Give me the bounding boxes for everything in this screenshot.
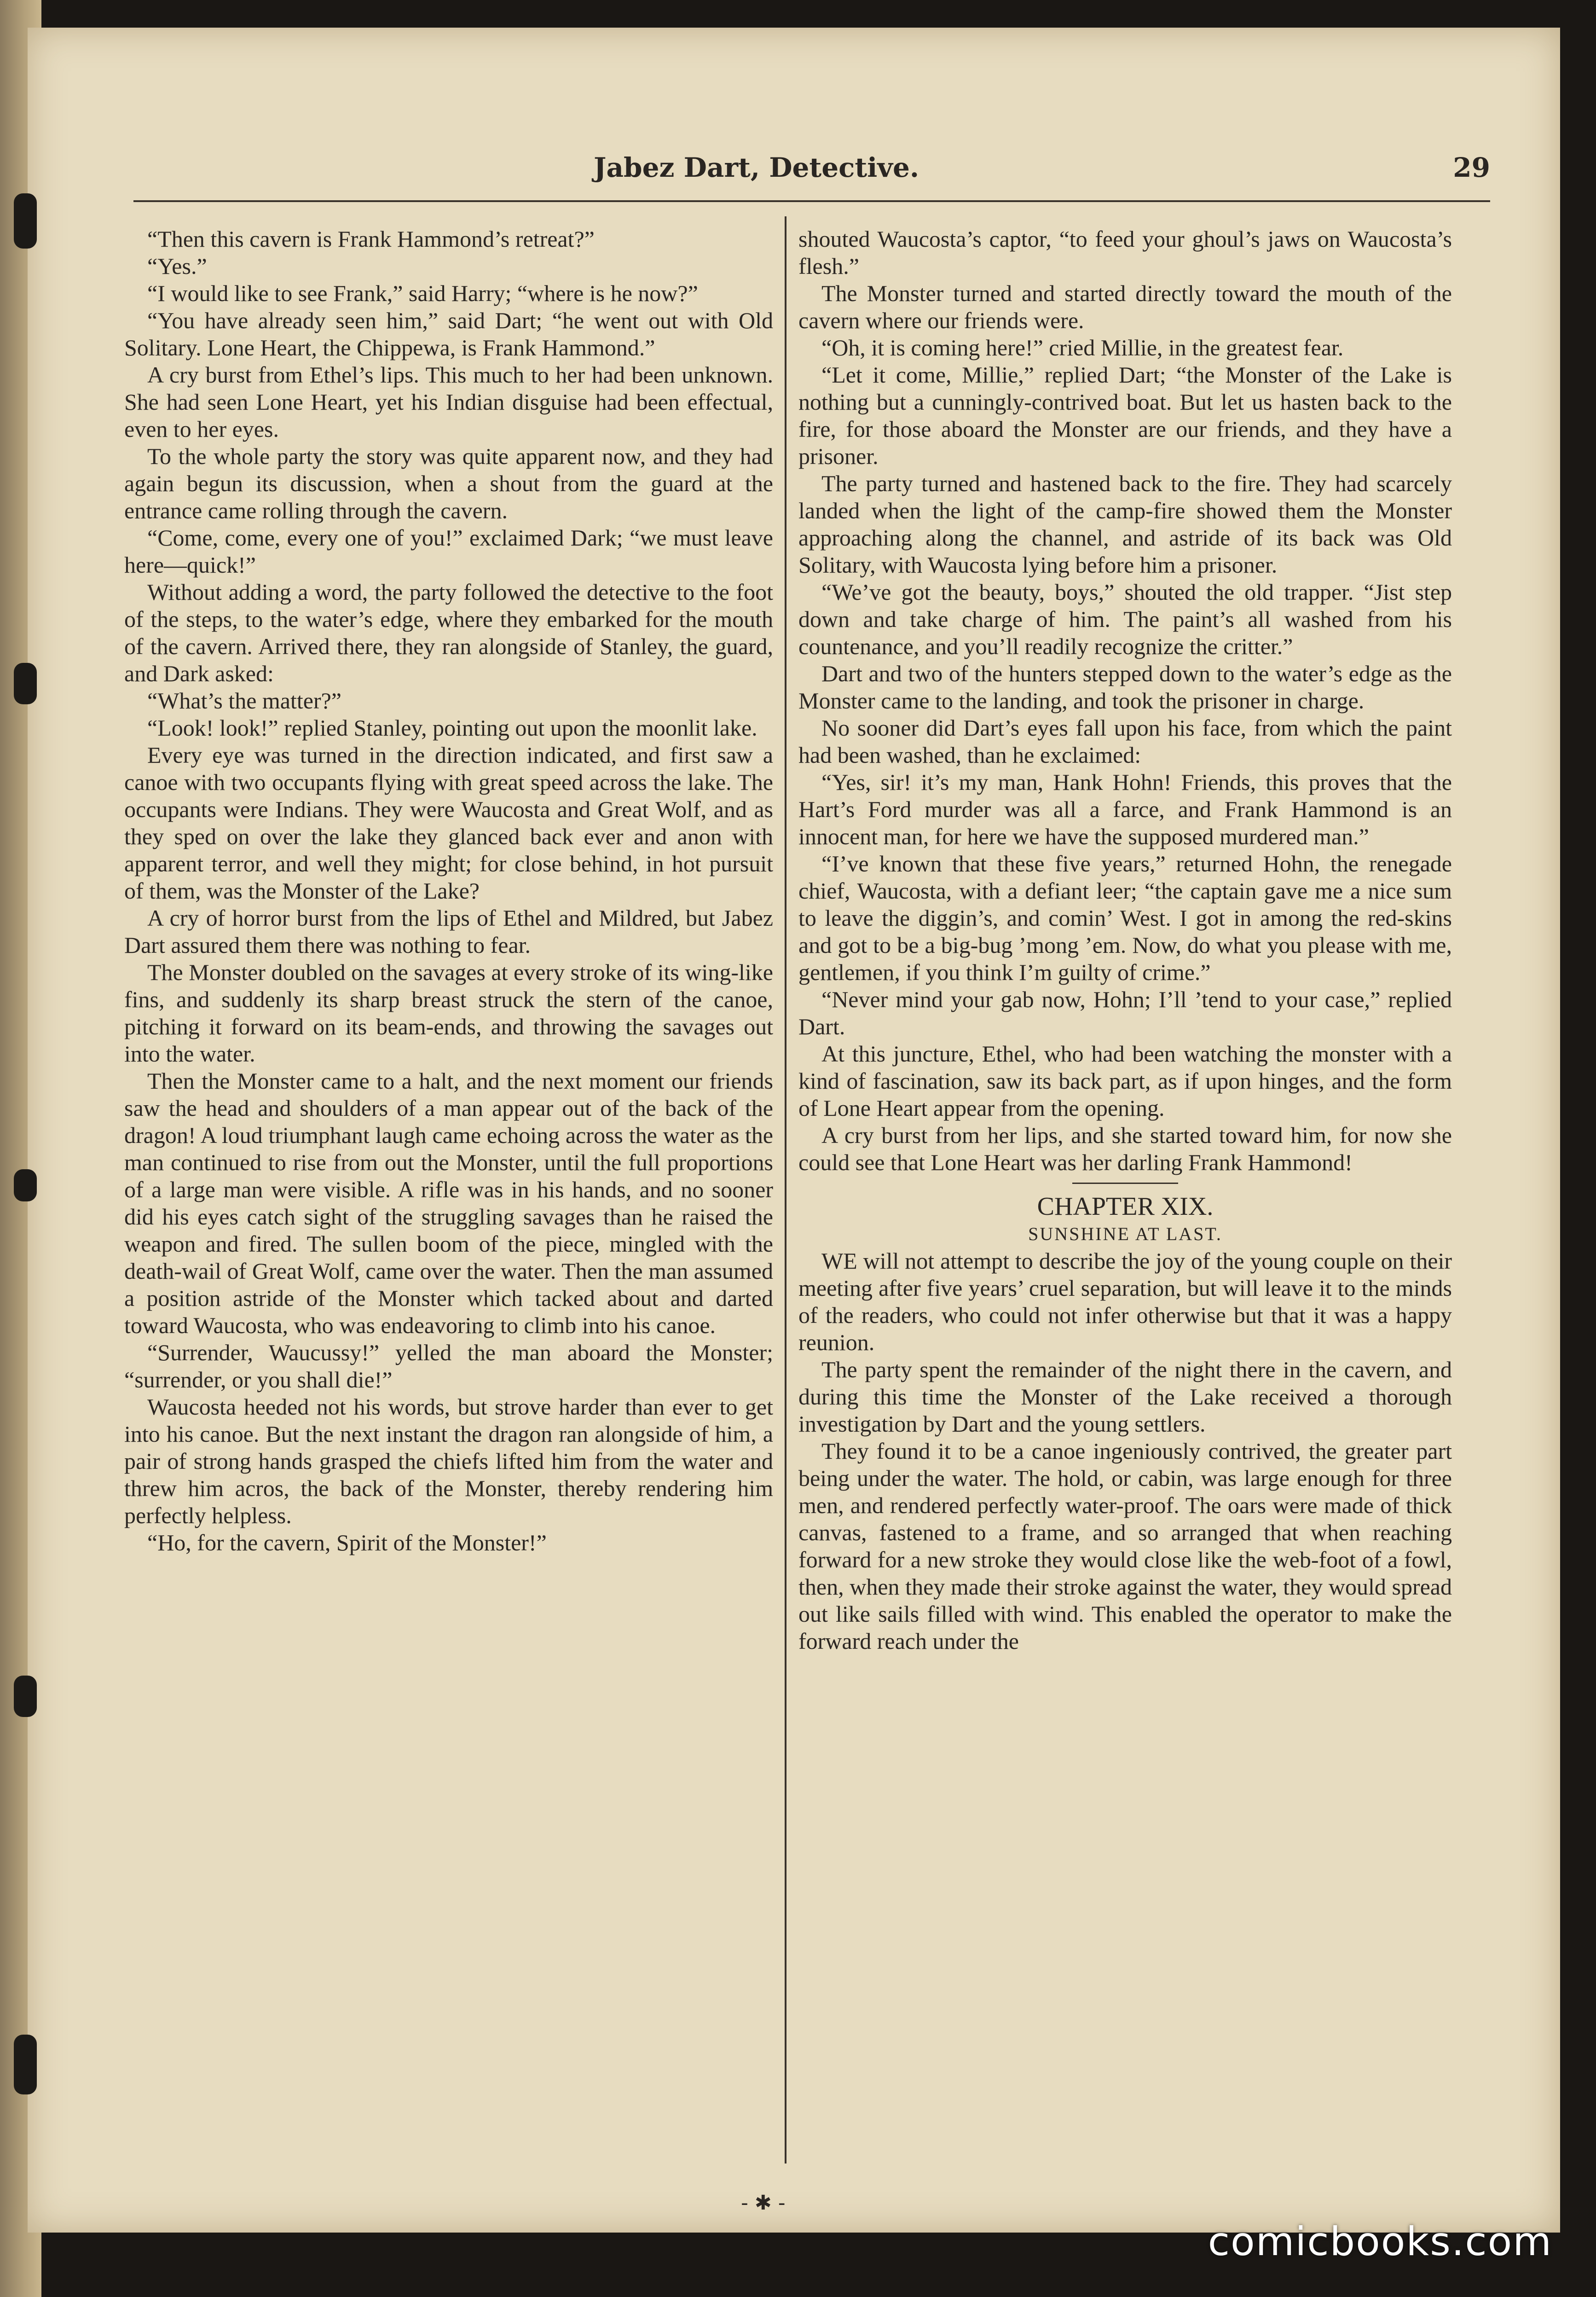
paragraph: “Ho, for the cavern, Spirit of the Monster!” xyxy=(147,1530,547,1555)
footer-ornament: - ✱ - xyxy=(741,2191,786,2215)
page-header xyxy=(594,152,1490,189)
page-number: 29 xyxy=(1453,152,1490,183)
chapter-subtitle: SUNSHINE AT LAST. xyxy=(1028,1224,1222,1244)
paragraph: Waucosta heeded not his words, but strove harder than ever to get into his canoe. But the next instant the dragon ran alongside of him, a pair of strong hands grasped the chiefs lifted him from the water and threw him acros, the back of the Monster, thereby rendering him perfectly helpless. xyxy=(124,1394,773,1528)
paragraph: “Surrender, Waucussy!” yelled the man aboard the Monster; “surrender, or you shall die!” xyxy=(124,1340,773,1392)
paragraph: No sooner did Dart’s eyes fall upon his face, from which the paint had been washed, than he exclaimed: xyxy=(798,715,1452,768)
site-watermark: comicbooks.com xyxy=(1208,2219,1552,2265)
paragraph: shouted Waucosta’s captor, “to feed your ghoul’s jaws on Waucosta’s flesh.” xyxy=(798,226,1452,279)
paragraph: The Monster doubled on the savages at every stroke of its wing-like fins, and suddenly its sharp breast struck the stern of the canoe, pitching it forward on its beam-ends, and throwing the savages out into the water. xyxy=(124,959,773,1067)
paragraph: “I’ve known that these five years,” returned Hohn, the renegade chief, Waucosta, with a defiant leer; “the captain gave me a nice sum to leave the diggin’s, and comin’ West. I got in among the red-skins and got to be a big-bug ’mong ’em. Now, do what you please with me, gentlemen, if you think I’m guilty of crime.” xyxy=(798,851,1452,985)
paragraph: WE will not attempt to describe the joy of the young couple on their meeting after five years’ cruel separation, but will leave it to the minds of the readers, who could not infer otherwise but that it was a happy reunion. xyxy=(798,1248,1452,1355)
paragraph: A cry burst from her lips, and she started toward him, for now she could see that Lone Heart was her darling Frank Hammond! xyxy=(798,1122,1452,1175)
paragraph: Then the Monster came to a halt, and the next moment our friends saw the head and shoulders of a man appear out of the back of the dragon! A loud triumphant laugh came echoing across the water as the man continued to rise from out the Monster, until the full proportions of a large man were visible. A rifle was in his hands, and no sooner did his eyes catch sight of the struggling savages than he raised the weapon and fired. The sullen boom of the piece, mingled with the death-wail of Great Wolf, came over the water. Then the man assumed a position astride of the Monster which tacked about and darted toward Waucosta, who was endeavoring to climb into his canoe. xyxy=(124,1068,773,1338)
paragraph: “Let it come, Millie,” replied Dart; “the Monster of the Lake is nothing but a cunningly-contrived boat. But let us hasten back to the fire, for those aboard the Monster are our friends, and they have a prisoner. xyxy=(798,362,1452,469)
right-column xyxy=(798,226,1452,2168)
page-edge-stain xyxy=(14,663,37,704)
page-edge-stain xyxy=(14,1676,37,1717)
paragraph: Every eye was turned in the direction indicated, and first saw a canoe with two occupants flying with great speed across the lake. The occupants were Indians. They were Waucosta and Great Wolf, and as they sped on over the lake they glanced back ever and anon with apparent terror, and well they might; for close behind, in hot pursuit of them, was the Monster of the Lake? xyxy=(124,742,773,904)
column-rule xyxy=(785,216,786,2164)
paragraph: “Then this cavern is Frank Hammond’s retreat?” xyxy=(147,226,595,252)
page-edge-stain xyxy=(14,193,37,249)
paragraph: They found it to be a canoe ingeniously contrived, the greater part being under the water. The hold, or cabin, was large enough for three men, and rendered perfectly water-proof. The oars were made of thick canvas, fastened to a frame, and so arranged that when reaching forward for a new stroke they would close like the web-foot of a fowl, then, when they made their stroke against the water, they would spread out like sails filled with wind. This enabled the operator to make the forward reach under the xyxy=(798,1438,1452,1654)
paragraph: “What’s the matter?” xyxy=(147,688,341,713)
running-title: Jabez Dart, Detective. xyxy=(594,152,919,183)
paragraph: “Yes.” xyxy=(147,253,207,279)
paragraph: A cry of horror burst from the lips of Ethel and Mildred, but Jabez Dart assured them there was nothing to fear. xyxy=(124,905,773,958)
paragraph: The party turned and hastened back to the fire. They had scarcely landed when the light of the camp-fire showed them the Monster approaching along the channel, and astride of its back was Old Solitary, with Waucosta lying before him a prisoner. xyxy=(798,470,1452,578)
paragraph: Dart and two of the hunters stepped down to the water’s edge as the Monster came to the landing, and took the prisoner in charge. xyxy=(798,661,1452,713)
chapter-heading: CHAPTER XIX. xyxy=(1037,1192,1214,1221)
paragraph: “Look! look!” replied Stanley, pointing out upon the moonlit lake. xyxy=(147,715,758,741)
left-column xyxy=(124,226,773,2168)
paragraph: “Yes, sir! it’s my man, Hank Hohn! Friends, this proves that the Hart’s Ford murder was all a farce, and Frank Hammond is an innocent man, for here we have the supposed murdered man.” xyxy=(798,769,1452,849)
paragraph: The Monster turned and started directly toward the mouth of the cavern where our friends were. xyxy=(798,280,1452,333)
paragraph: Without adding a word, the party followed the detective to the foot of the steps, to the water’s edge, where they embarked for the mouth of the cavern. Arrived there, they ran alongside of Stanley, the guard, and Dark asked: xyxy=(124,579,773,686)
paragraph: “Come, come, every one of you!” exclaimed Dark; “we must leave here—quick!” xyxy=(124,525,773,578)
header-rule xyxy=(133,200,1490,202)
page-edge-stain xyxy=(14,2035,37,2094)
paragraph: At this juncture, Ethel, who had been watching the monster with a kind of fascination, saw its back part, as if upon hinges, and the form of Lone Heart appear from the opening. xyxy=(798,1041,1452,1121)
paragraph: “You have already seen him,” said Dart; “he went out with Old Solitary. Lone Heart, the Chippewa, is Frank Hammond.” xyxy=(124,307,773,360)
chapter-rule xyxy=(1072,1183,1178,1184)
paragraph: A cry burst from Ethel’s lips. This much to her had been unknown. She had seen Lone Heart, yet his Indian disguise had been effectual, even to her eyes. xyxy=(124,362,773,442)
paragraph: “I would like to see Frank,” said Harry; “where is he now?” xyxy=(147,280,698,306)
page-edge-stain xyxy=(14,1169,37,1201)
paragraph: The party spent the remainder of the night there in the cavern, and during this time the Monster of the Lake received a thorough investigation by Dart and the young settlers. xyxy=(798,1357,1452,1437)
paragraph: “Never mind your gab now, Hohn; I’ll ’tend to your case,” replied Dart. xyxy=(798,986,1452,1039)
paragraph: “Oh, it is coming here!” cried Millie, in the greatest fear. xyxy=(821,335,1344,360)
paragraph: To the whole party the story was quite apparent now, and they had again begun its discussion, when a shout from the guard at the entrance came rolling through the cavern. xyxy=(124,443,773,523)
paragraph: “We’ve got the beauty, boys,” shouted the old trapper. “Jist step down and take charge of him. The paint’s all washed from his countenance, and you’ll readily recognize the critter.” xyxy=(798,579,1452,659)
